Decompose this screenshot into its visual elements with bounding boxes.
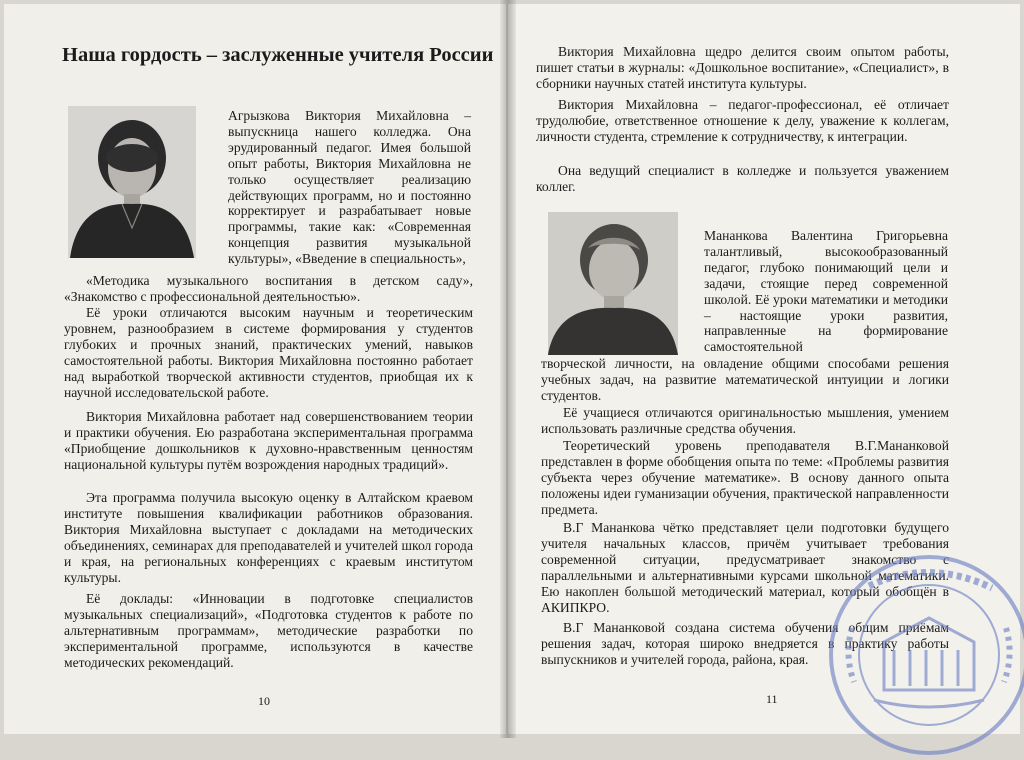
paragraph-professional: Виктория Михайловна – педагог-профессионал, её отличает трудолюбие, ответственное отношение к делу, уважение к коллегам, личности студента, стремление к сотрудничеству, к интеграции. bbox=[536, 97, 949, 144]
paragraph-reports: Её доклады: «Инновации в подготовке специалистов музыкальных специализаций», «Подготовка студентов к работе по альтернативным программам», методические разработки по экспериментальной программе, используются в качестве методических рекомендаций. bbox=[64, 591, 473, 670]
page-number-left: 10 bbox=[258, 694, 270, 708]
page-number-right: 11 bbox=[766, 692, 778, 706]
agryzkova-intro-continued: «Методика музыкального воспитания в детском саду», «Знакомство с профессиональной деятельностью». bbox=[64, 273, 473, 304]
portrait-agryzkova-icon bbox=[68, 106, 196, 258]
book-gutter bbox=[500, 0, 516, 738]
paragraph-sharing: Виктория Михайловна щедро делится своим опытом работы, пишет статьи в журналы: «Дошкольное воспитание», «Специалист», в сборники научных статей института культуры. bbox=[536, 44, 949, 91]
paragraph-lessons: Её уроки отличаются высоким научным и теоретическим уровнем, разнообразием в системе формирования у студентов глубоких и прочных знаний, практических умений, навыков самостоятельной работы. Виктория Михайловна постоянно работает над выработкой творческой активности студентов, приобщая их к научной исследовательской работе. bbox=[64, 305, 473, 400]
paragraph-evaluation: Эта программа получила высокую оценку в Алтайском краевом институте повышения квалификации работников образования. Виктория Михайловна выступает с докладами на методических объединениях, семинарах для преподавателей и учителей школ города и края, на региональных конференциях с краевым институтом культуры. bbox=[64, 490, 473, 585]
paragraph-goals: В.Г Мананкова чётко представляет цели подготовки будущего учителя начальных классов, причём учитывает требования современной ситуации, предусматривает знакомство с параллельными и альтернативными курсами школьной математики. Ею накоплен большой методический материал, который обобщён в АКИПКРО. bbox=[541, 520, 949, 615]
paragraph-program: Виктория Михайловна работает над совершенствованием теории и практики обучения. Ею разработана экспериментальная программа «Приобщение дошкольников к духовно-нравственным ценностям национальной культуры путём возрождения народных традиций». bbox=[64, 409, 473, 472]
paragraph-theory: Теоретический уровень преподавателя В.Г.Мананковой представлен в форме обобщения опыта по теме: «Проблемы развития субъекта через обучение математике». В основу данного опыта положены идеи гуманизации обучения, практической направленности предмета. bbox=[541, 438, 949, 517]
agryzkova-intro: Агрызкова Виктория Михайловна – выпускница нашего колледжа. Она эрудированный педагог. Имея большой опыт работы, Виктория Михайловна не только осуществляет реализацию действующих программ, но и постоянно корректирует и разрабатывает новые программы, такие как: «Современная концепция развития музыкальной культуры», «Введение в специальность», bbox=[228, 108, 471, 267]
paragraph-leading-specialist: Она ведущий специалист в колледже и пользуется уважением коллег. bbox=[536, 163, 949, 194]
paragraph-students: Её учащиеся отличаются оригинальностью мышления, умением использовать различные средства обучения. bbox=[541, 405, 949, 436]
paragraph-system: В.Г Мананковой создана система обучения общим приёмам решения задач, которая широко внедряется в практику работы выпускников и учителей города, района, края. bbox=[541, 620, 949, 667]
portrait-manankova-icon bbox=[548, 212, 678, 355]
college-stamp-icon bbox=[824, 550, 1024, 760]
manankova-intro: Мананкова Валентина Григорьевна талантливый, высокообразованный педагог, глубоко понимающий цели и задачи, стоящие перед современной школой. Её уроки математики и методики – настоящие уроки развития, направленные на формирование самостоятельной bbox=[704, 228, 948, 355]
manankova-intro-continued: творческой личности, на овладение общими способами решения учебных задач, на развитие математической интуиции и логики студентов. bbox=[541, 356, 949, 403]
page-title: Наша гордость – заслуженные учителя России bbox=[62, 44, 494, 66]
